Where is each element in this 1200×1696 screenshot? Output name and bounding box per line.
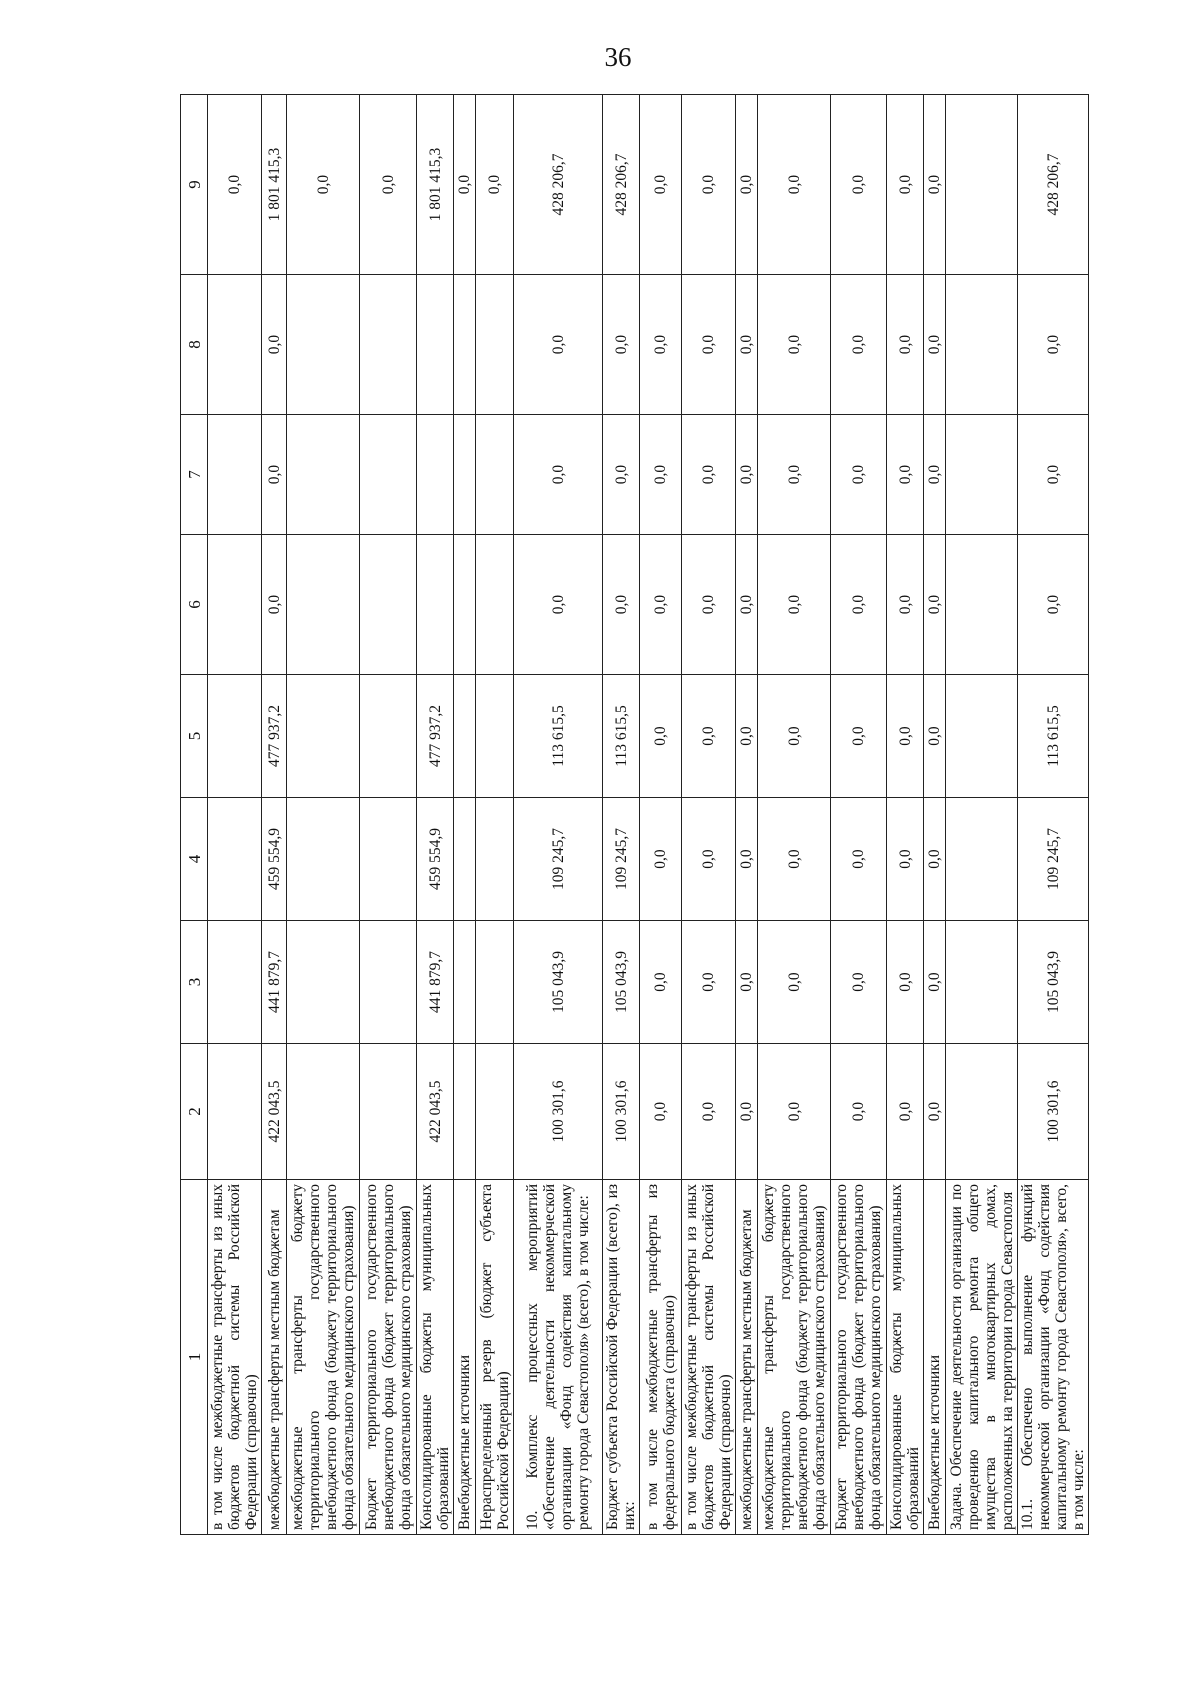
value-cell	[476, 921, 514, 1044]
header-row	[181, 95, 208, 1535]
value-cell: 428 206,7	[514, 95, 603, 275]
value-cell: 0,0	[682, 415, 736, 535]
table-row	[924, 95, 946, 1535]
value-cell	[287, 415, 360, 535]
value-cell: 0,0	[758, 415, 831, 535]
value-cell: 0,0	[924, 1044, 946, 1180]
row-label: Внебюджетные источники	[454, 1180, 476, 1535]
col-header: 4	[181, 798, 208, 921]
value-cell	[208, 1044, 262, 1180]
value-cell	[287, 921, 360, 1044]
value-cell: 0,0	[682, 1044, 736, 1180]
col-header: 5	[181, 675, 208, 798]
value-cell: 428 206,7	[1018, 95, 1089, 275]
table-row	[682, 95, 736, 1535]
value-cell: 0,0	[736, 798, 758, 921]
value-cell: 0,0	[758, 275, 831, 415]
value-cell: 422 043,5	[262, 1044, 287, 1180]
row-label: в том числе межбюджетные трансферты из федерального бюджета (справочно)	[640, 1180, 682, 1535]
value-cell: 0,0	[640, 415, 682, 535]
value-cell	[946, 921, 1018, 1044]
value-cell	[454, 921, 476, 1044]
value-cell: 0,0	[887, 95, 924, 275]
value-cell	[208, 921, 262, 1044]
value-cell	[417, 535, 454, 675]
value-cell: 441 879,7	[262, 921, 287, 1044]
value-cell: 0,0	[682, 535, 736, 675]
value-cell: 0,0	[924, 798, 946, 921]
budget-table	[180, 94, 1089, 1535]
value-cell: 0,0	[758, 1044, 831, 1180]
col-header: 6	[181, 535, 208, 675]
table-row	[603, 95, 640, 1535]
value-cell: 0,0	[454, 95, 476, 275]
value-cell: 0,0	[887, 675, 924, 798]
value-cell	[360, 1044, 417, 1180]
row-label: Консолидированные бюджеты муниципальных образований	[417, 1180, 454, 1535]
value-cell: 0,0	[887, 1044, 924, 1180]
row-label: в том числе межбюджетные трансферты из иных бюджетов бюджетной системы Российской Федерации (справочно)	[682, 1180, 736, 1535]
value-cell: 0,0	[287, 95, 360, 275]
value-cell: 0,0	[1018, 535, 1089, 675]
value-cell	[360, 415, 417, 535]
value-cell	[417, 415, 454, 535]
value-cell: 0,0	[514, 415, 603, 535]
value-cell: 109 245,7	[1018, 798, 1089, 921]
table-row	[831, 95, 887, 1535]
value-cell	[287, 798, 360, 921]
table-row	[454, 95, 476, 1535]
value-cell: 0,0	[262, 415, 287, 535]
col-header: 7	[181, 415, 208, 535]
row-label: в том числе межбюджетные трансферты из иных бюджетов бюджетной системы Российской Федерации (справочно)	[208, 1180, 262, 1535]
row-label: межбюджетные трансферты местным бюджетам	[736, 1180, 758, 1535]
row-label: Внебюджетные источники	[924, 1180, 946, 1535]
value-cell	[208, 275, 262, 415]
value-cell: 0,0	[1018, 275, 1089, 415]
value-cell: 100 301,6	[603, 1044, 640, 1180]
value-cell	[360, 675, 417, 798]
row-label: 10.1. Обеспечено выполнение функций некоммерческой организации «Фонд содействия капитальному ремонту города Севастополя», всего, в том числе:	[1018, 1180, 1089, 1535]
value-cell: 459 554,9	[417, 798, 454, 921]
value-cell	[476, 275, 514, 415]
table-row	[758, 95, 831, 1535]
col-header: 8	[181, 275, 208, 415]
value-cell: 0,0	[640, 675, 682, 798]
value-cell	[476, 675, 514, 798]
value-cell: 1 801 415,3	[262, 95, 287, 275]
value-cell: 0,0	[887, 535, 924, 675]
value-cell: 0,0	[831, 275, 887, 415]
value-cell: 0,0	[476, 95, 514, 275]
value-cell	[946, 675, 1018, 798]
value-cell: 0,0	[736, 921, 758, 1044]
value-cell	[476, 415, 514, 535]
value-cell	[287, 535, 360, 675]
value-cell	[454, 535, 476, 675]
value-cell	[476, 535, 514, 675]
value-cell: 0,0	[924, 415, 946, 535]
value-cell: 0,0	[758, 535, 831, 675]
value-cell	[360, 921, 417, 1044]
value-cell: 0,0	[758, 95, 831, 275]
value-cell	[208, 415, 262, 535]
value-cell: 1 801 415,3	[417, 95, 454, 275]
value-cell: 0,0	[736, 275, 758, 415]
value-cell: 0,0	[514, 535, 603, 675]
table-body	[208, 95, 1089, 1535]
value-cell: 0,0	[758, 675, 831, 798]
value-cell: 0,0	[758, 921, 831, 1044]
value-cell	[946, 1044, 1018, 1180]
table-row	[1018, 95, 1089, 1535]
value-cell: 0,0	[682, 798, 736, 921]
value-cell: 428 206,7	[603, 95, 640, 275]
value-cell	[287, 1044, 360, 1180]
value-cell: 0,0	[208, 95, 262, 275]
value-cell: 0,0	[603, 415, 640, 535]
value-cell	[454, 415, 476, 535]
value-cell: 0,0	[736, 535, 758, 675]
value-cell: 0,0	[887, 275, 924, 415]
value-cell: 0,0	[924, 95, 946, 275]
value-cell: 0,0	[514, 275, 603, 415]
value-cell: 0,0	[603, 275, 640, 415]
value-cell	[454, 798, 476, 921]
value-cell: 100 301,6	[514, 1044, 603, 1180]
value-cell: 0,0	[736, 95, 758, 275]
col-header: 9	[181, 95, 208, 275]
value-cell	[417, 275, 454, 415]
value-cell	[454, 275, 476, 415]
value-cell	[946, 535, 1018, 675]
value-cell: 459 554,9	[262, 798, 287, 921]
value-cell	[360, 798, 417, 921]
value-cell: 0,0	[682, 275, 736, 415]
row-label: Нераспределенный резерв (бюджет субъекта Российской Федерации)	[476, 1180, 514, 1535]
value-cell: 0,0	[682, 921, 736, 1044]
value-cell	[360, 275, 417, 415]
value-cell	[946, 798, 1018, 921]
value-cell: 0,0	[360, 95, 417, 275]
row-label: 10. Комплекс процессных мероприятий «Обеспечение деятельности некоммерческой организации «Фонд содействия капитальному ремонту города Севастополя» (всего), в том числе:	[514, 1180, 603, 1535]
value-cell: 0,0	[736, 675, 758, 798]
table-row	[640, 95, 682, 1535]
row-label: Бюджет территориального государственного внебюджетного фонда (бюджет территориального фонда обязательного медицинского страхования)	[831, 1180, 887, 1535]
value-cell	[454, 675, 476, 798]
value-cell	[360, 535, 417, 675]
value-cell: 113 615,5	[1018, 675, 1089, 798]
value-cell: 477 937,2	[417, 675, 454, 798]
table-row	[514, 95, 603, 1535]
col-header: 3	[181, 921, 208, 1044]
value-cell: 109 245,7	[514, 798, 603, 921]
value-cell: 0,0	[640, 921, 682, 1044]
value-cell: 0,0	[831, 1044, 887, 1180]
value-cell: 0,0	[736, 415, 758, 535]
value-cell: 105 043,9	[603, 921, 640, 1044]
table-row	[208, 95, 262, 1535]
row-label: Консолидированные бюджеты муниципальных образований	[887, 1180, 924, 1535]
value-cell: 0,0	[1018, 415, 1089, 535]
row-label: межбюджетные трансферты местным бюджетам	[262, 1180, 287, 1535]
table-row	[946, 95, 1018, 1535]
row-label: Бюджет территориального государственного внебюджетного фонда (бюджет территориального фонда обязательного медицинского страхования)	[360, 1180, 417, 1535]
value-cell: 0,0	[831, 535, 887, 675]
value-cell: 0,0	[887, 798, 924, 921]
value-cell	[208, 535, 262, 675]
value-cell: 441 879,7	[417, 921, 454, 1044]
page-number: 36	[604, 42, 632, 72]
row-label: Бюджет субъекта Российской Федерации (всего), из них:	[603, 1180, 640, 1535]
value-cell: 0,0	[640, 1044, 682, 1180]
value-cell: 0,0	[262, 275, 287, 415]
value-cell: 422 043,5	[417, 1044, 454, 1180]
table-row	[476, 95, 514, 1535]
value-cell: 113 615,5	[514, 675, 603, 798]
col-header: 1	[181, 1180, 208, 1535]
value-cell: 109 245,7	[603, 798, 640, 921]
value-cell: 0,0	[640, 275, 682, 415]
value-cell: 0,0	[831, 95, 887, 275]
value-cell: 0,0	[924, 275, 946, 415]
value-cell: 0,0	[736, 1044, 758, 1180]
value-cell: 105 043,9	[1018, 921, 1089, 1044]
row-label: Задача. Обеспечение деятельности организации по проведению капитального ремонта общего имущества в многоквартирных домах, расположенных на территории города Севастополя	[946, 1180, 1018, 1535]
table-row	[887, 95, 924, 1535]
value-cell: 0,0	[758, 798, 831, 921]
value-cell	[454, 1044, 476, 1180]
value-cell: 0,0	[640, 798, 682, 921]
value-cell: 0,0	[262, 535, 287, 675]
budget-table-rotated	[180, 95, 1087, 1535]
value-cell: 0,0	[603, 535, 640, 675]
value-cell: 0,0	[831, 675, 887, 798]
value-cell: 0,0	[887, 921, 924, 1044]
value-cell: 0,0	[640, 95, 682, 275]
table-row	[417, 95, 454, 1535]
table-row	[360, 95, 417, 1535]
col-header: 2	[181, 1044, 208, 1180]
row-label: межбюджетные трансферты бюджету территориального государственного внебюджетного фонда (бюджету территориального фонда обязательного медицинского страхования)	[758, 1180, 831, 1535]
value-cell	[946, 275, 1018, 415]
value-cell: 0,0	[682, 95, 736, 275]
value-cell	[208, 675, 262, 798]
value-cell	[208, 798, 262, 921]
value-cell: 0,0	[924, 535, 946, 675]
value-cell	[946, 95, 1018, 275]
value-cell: 0,0	[831, 921, 887, 1044]
value-cell	[476, 798, 514, 921]
value-cell	[946, 415, 1018, 535]
table-row	[287, 95, 360, 1535]
value-cell	[287, 275, 360, 415]
value-cell: 105 043,9	[514, 921, 603, 1044]
value-cell	[287, 675, 360, 798]
value-cell: 100 301,6	[1018, 1044, 1089, 1180]
value-cell: 0,0	[831, 798, 887, 921]
table-row	[736, 95, 758, 1535]
value-cell: 0,0	[640, 535, 682, 675]
table-row	[262, 95, 287, 1535]
value-cell: 0,0	[924, 921, 946, 1044]
value-cell: 0,0	[831, 415, 887, 535]
value-cell: 0,0	[887, 415, 924, 535]
value-cell: 477 937,2	[262, 675, 287, 798]
row-label: межбюджетные трансферты бюджету территориального государственного внебюджетного фонда (бюджету территориального фонда обязательного медицинского страхования)	[287, 1180, 360, 1535]
value-cell: 113 615,5	[603, 675, 640, 798]
value-cell: 0,0	[924, 675, 946, 798]
value-cell	[476, 1044, 514, 1180]
value-cell: 0,0	[682, 675, 736, 798]
